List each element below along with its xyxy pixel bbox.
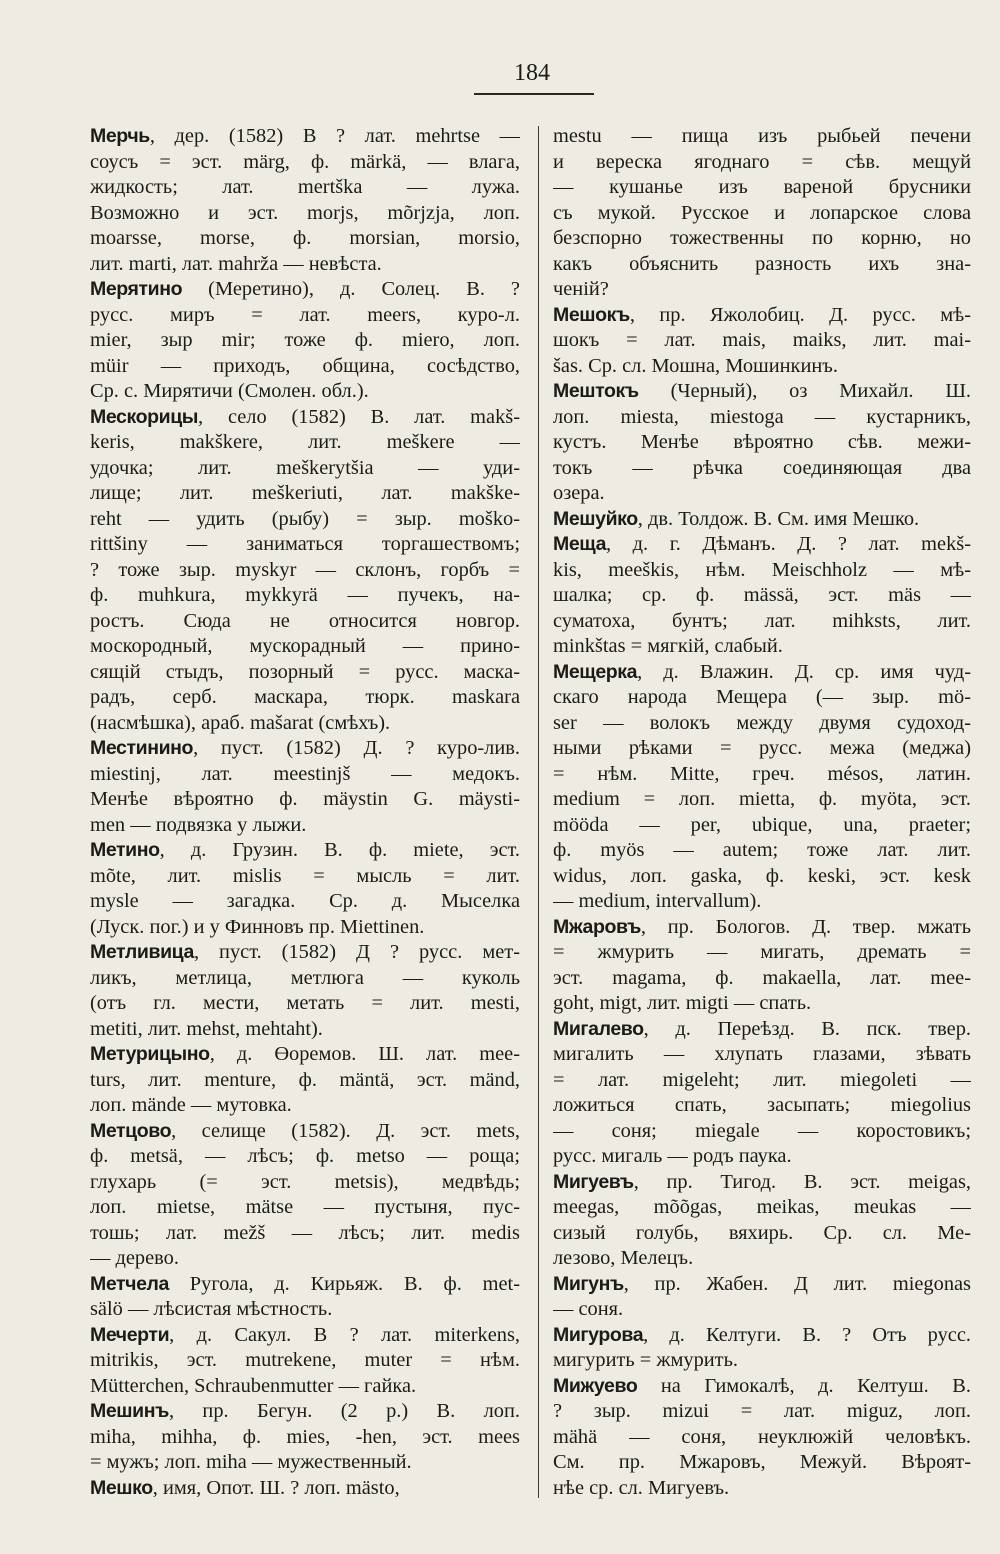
entry-text: ликъ, метлица, метлюга — куколь	[90, 966, 520, 989]
entry-line	[90, 1119, 520, 1145]
entry-line	[553, 1246, 971, 1272]
entry-text: ными рѣками = русс. межа (меджа)	[553, 737, 971, 759]
entry-text: безспорно тожественны по корню, но	[553, 227, 971, 249]
dictionary-entry	[90, 1042, 520, 1119]
entry-line	[90, 711, 520, 737]
entry-text: , селище (1582). Д. эст. mets,	[171, 1119, 520, 1142]
entry-line	[553, 787, 971, 813]
dictionary-entry	[553, 303, 971, 380]
entry-text: шокъ = лат. mais, maiks, лит. mai-	[553, 329, 971, 351]
entry-line	[553, 558, 971, 584]
entry-text: лит. marti, лат. mahrža — невѣста.	[90, 252, 382, 275]
entry-line	[90, 1221, 520, 1247]
entry-text: Ср. с. Мирятичи (Смолен. обл.).	[90, 380, 369, 402]
entry-line	[90, 1017, 520, 1043]
dictionary-entry	[90, 1399, 520, 1476]
header-rule	[474, 93, 594, 95]
entry-line	[90, 1348, 520, 1374]
entry-headword: Метцово	[90, 1119, 172, 1142]
entry-line	[90, 456, 520, 482]
entry-text: = жмурить — мигать, дремать =	[553, 941, 971, 963]
entry-text: удочка; лит. meškerytšia — уди-	[90, 456, 520, 479]
entry-text: men — подвязка у лыжи.	[90, 813, 307, 836]
entry-line	[553, 150, 971, 176]
entry-headword: Мещерка	[553, 660, 638, 683]
entry-line	[553, 379, 971, 405]
entry-text: sälö — лѣсистая мѣстность.	[90, 1298, 333, 1320]
entry-headword: Мешокъ	[553, 303, 630, 326]
entry-text: , д. Сакул. В ? лат. miterkens,	[169, 1323, 520, 1346]
entry-headword: Мештокъ	[553, 380, 639, 402]
entry-text: mysle — загадка. Ср. д. Мыселка	[90, 890, 520, 912]
entry-text: , д. г. Дѣманъ. Д. ? лат. mekš-	[606, 533, 971, 555]
entry-headword: Мигунъ	[553, 1272, 624, 1295]
entry-line	[90, 1170, 520, 1196]
entry-line	[553, 303, 971, 329]
dictionary-entry	[90, 736, 520, 838]
entry-text: mestu — пища изъ рыбьей печени	[553, 125, 971, 147]
entry-text: (Меретино), д. Солец. В. ?	[182, 278, 520, 300]
entry-text: , д. Влажин. Д. ср. имя чуд-	[637, 660, 971, 683]
entry-line	[553, 685, 971, 711]
entry-text: лоп. mietse, mätse — пустыня, пус-	[90, 1196, 520, 1218]
entry-text: шалка; ср. ф. mässä, эст. mäs —	[553, 584, 971, 606]
entry-line	[90, 609, 520, 635]
entry-line	[553, 660, 971, 686]
entry-text: rittšiny — заниматься торгашествомъ;	[90, 533, 520, 555]
dictionary-entry	[90, 838, 520, 940]
entry-text: ф. metsä, — лѣсъ; ф. metso — роща;	[90, 1145, 520, 1167]
entry-line	[90, 991, 520, 1017]
entry-line	[90, 1042, 520, 1068]
entry-line	[553, 201, 971, 227]
dictionary-entry	[553, 532, 971, 660]
entry-text: мигурить = жмурить.	[553, 1349, 738, 1371]
entry-line	[90, 966, 520, 992]
entry-line	[553, 1221, 971, 1247]
dictionary-entry	[553, 1272, 971, 1323]
entry-text: токъ — рѣчка соединяющая два	[553, 456, 971, 479]
entry-text: мигалить — хлупать глазами, зѣвать	[553, 1043, 971, 1065]
entry-line	[553, 1374, 971, 1400]
entry-line	[553, 354, 971, 380]
entry-line	[90, 226, 520, 252]
entry-text: — дерево.	[90, 1247, 179, 1269]
entry-line	[553, 1450, 971, 1476]
entry-text: medium = лоп. mietta, ф. myöta, эст.	[553, 788, 971, 810]
entry-line	[90, 532, 520, 558]
entry-text: кустъ. Менѣе вѣроятно сѣв. межи-	[553, 431, 971, 453]
dictionary-entry	[553, 915, 971, 1017]
entry-text: эст. magama, ф. makaella, лат. mee-	[553, 966, 971, 989]
entry-line	[553, 1476, 971, 1502]
entry-line	[553, 940, 971, 966]
dictionary-entry	[553, 1374, 971, 1502]
entry-text: жидкость; лат. mertška — лужа.	[90, 176, 520, 198]
left-column	[90, 124, 520, 1501]
entry-text: = лат. migeleht; лит. miegoleti —	[553, 1068, 971, 1091]
entry-text: mähä — соня, неуклюжiй человѣкъ.	[553, 1425, 971, 1448]
entry-line	[90, 252, 520, 278]
entry-text: сизый голубь, вяхирь. Ср. сл. Ме-	[553, 1221, 971, 1244]
entry-line	[553, 430, 971, 456]
entry-text: съ мукой. Русское и лопарское слова	[553, 201, 971, 224]
entry-line	[553, 1042, 971, 1068]
entry-text: mier, зыр mir; тоже ф. miero, лоп.	[90, 329, 520, 351]
entry-text: = мужъ; лоп. miha — мужественный.	[90, 1451, 412, 1473]
entry-line	[90, 558, 520, 584]
entry-line	[553, 252, 971, 278]
entry-text: , д. Грузин. В. ф. miete, эст.	[159, 839, 520, 861]
entry-text: (насмѣшка), араб. mašarat (смѣхъ).	[90, 711, 391, 734]
entry-text: русс. миръ = лат. meers, куро-л.	[90, 303, 520, 326]
entry-text: Ругола, д. Кирьяж. В. ф. met-	[168, 1272, 520, 1295]
dictionary-entry	[90, 277, 520, 405]
entry-headword: Мерчь	[90, 125, 150, 147]
entry-line	[553, 889, 971, 915]
entry-text: лище; лит. meškeriuti, лат. makške-	[90, 482, 520, 504]
entry-text: miestinj, лат. meestinjš — медокъ.	[90, 762, 520, 785]
entry-headword: Мерятино	[90, 278, 183, 300]
entry-text: mitrikis, эст. mutrekene, muter = нѣм.	[90, 1349, 520, 1371]
entry-headword: Метурицыно	[90, 1043, 210, 1065]
entry-line	[90, 201, 520, 227]
entry-text: = нѣм. Mitte, греч. mésos, латин.	[553, 762, 971, 785]
entry-headword: Мешко	[90, 1476, 153, 1499]
entry-line	[553, 838, 971, 864]
entry-text: — кушанье изъ вареной брусники	[553, 176, 971, 198]
entry-line	[553, 1068, 971, 1094]
page-number: 184	[514, 60, 550, 86]
entry-text: на Гимокалѣ, д. Келтуш. В.	[637, 1374, 971, 1397]
entry-text: — соня; miegale — коростовикъ;	[553, 1119, 971, 1142]
entry-text: русс. мигаль — родъ паука.	[553, 1145, 792, 1167]
dictionary-entry	[90, 405, 520, 737]
entry-text: miha, mihha, ф. mies, -hen, эст. mees	[90, 1425, 520, 1448]
entry-text: šas. Ср. сл. Мошна, Мошинкинъ.	[553, 354, 838, 377]
entry-line	[553, 966, 971, 992]
entry-text: москородный, мускорадный — прино-	[90, 635, 520, 657]
entry-line	[90, 1425, 520, 1451]
entry-text: (Черный), оз Михайл. Ш.	[638, 380, 971, 402]
entry-line	[90, 1195, 520, 1221]
entry-text: ложиться спать, засыпать; miegolius	[553, 1094, 971, 1116]
entry-text: metiti, лит. mehst, mehtaht).	[90, 1017, 323, 1040]
dictionary-entry	[553, 1170, 971, 1272]
dictionary-entry	[90, 940, 520, 1042]
entry-line	[90, 1272, 520, 1298]
entry-headword: Мешинъ	[90, 1400, 169, 1422]
entry-text: нѣе ср. сл. Мигуевъ.	[553, 1476, 730, 1499]
entry-line	[90, 124, 520, 150]
entry-line	[553, 175, 971, 201]
entry-headword: Метино	[90, 839, 160, 861]
entry-line	[90, 762, 520, 788]
entry-text: Менѣе вѣроятно ф. mäystin G. mäysti-	[90, 788, 520, 810]
entry-line	[90, 303, 520, 329]
entry-line	[90, 660, 520, 686]
entry-text: озера.	[553, 482, 605, 504]
entry-text: ? зыр. mizui = лат. miguz, лоп.	[553, 1400, 971, 1422]
entry-text: соусъ = эст. märg, ф. märkä, — влага,	[90, 150, 520, 173]
entry-text: , имя, Опот. Ш. ? лоп. mästo,	[152, 1476, 400, 1499]
entry-line	[553, 124, 971, 150]
entry-text: , пр. Яжолобиц. Д. русс. мѣ-	[629, 303, 971, 326]
entry-text: скаго народа Мещера (— зыр. mö-	[553, 686, 971, 708]
right-column	[553, 124, 971, 1501]
entry-text: reht — удить (рыбу) = зыр. moško-	[90, 507, 520, 530]
entry-line	[90, 379, 520, 405]
entry-text: , дв. Толдож. В. См. имя Мешко.	[637, 507, 920, 530]
entry-line	[90, 481, 520, 507]
entry-line	[553, 864, 971, 890]
dictionary-entry	[553, 507, 971, 533]
entry-line	[90, 583, 520, 609]
entry-line	[553, 711, 971, 737]
entry-line	[553, 1170, 971, 1196]
entry-headword: Метчела	[90, 1272, 169, 1295]
entry-text: какъ объяснить разность ихъ зна-	[553, 252, 971, 275]
entry-line	[90, 1399, 520, 1425]
entry-text: goht, migt, лит. migti — спать.	[553, 992, 812, 1014]
entry-line	[90, 354, 520, 380]
dictionary-entry	[553, 124, 971, 303]
entry-line	[90, 915, 520, 941]
entry-headword: Мжаровъ	[553, 915, 641, 938]
entry-text: лезово, Мелецъ.	[553, 1247, 694, 1269]
entry-text: turs, лит. menture, ф. mäntä, эст. mänd,	[90, 1068, 520, 1091]
entry-line	[553, 532, 971, 558]
entry-line	[553, 481, 971, 507]
dictionary-entry	[553, 1017, 971, 1170]
entry-line	[90, 1374, 520, 1400]
entry-line	[90, 1450, 520, 1476]
dictionary-entry	[553, 1323, 971, 1374]
entry-line	[553, 405, 971, 431]
entry-line	[553, 277, 971, 303]
entry-text: тошь; лат. mežš — лѣсъ; лит. medis	[90, 1221, 520, 1244]
entry-text: — medium, intervallum).	[553, 890, 762, 912]
entry-line	[90, 634, 520, 660]
entry-headword: Мечерти	[90, 1323, 170, 1346]
entry-line	[553, 328, 971, 354]
entry-line	[90, 838, 520, 864]
entry-text: , д. Переѣзд. В. пск. твер.	[643, 1017, 971, 1040]
dictionary-entry	[90, 1323, 520, 1400]
entry-line	[553, 634, 971, 660]
entry-line	[553, 1323, 971, 1349]
entry-line	[90, 1297, 520, 1323]
entry-line	[90, 150, 520, 176]
entry-text: ченiй?	[553, 278, 609, 300]
entry-text: mööda — per, ubique, una, praeter;	[553, 813, 971, 836]
entry-text: , дер. (1582) В ? лат. mehrtse —	[149, 125, 520, 147]
entry-line	[90, 685, 520, 711]
entry-line	[553, 1017, 971, 1043]
entry-line	[90, 940, 520, 966]
entry-line	[90, 277, 520, 303]
entry-text: радъ, серб. маскара, тюрк. maskara	[90, 686, 520, 708]
entry-line	[90, 1476, 520, 1502]
entry-text: ф. muhkura, mykkyrä — пучекъ, на-	[90, 584, 520, 606]
entry-line	[553, 507, 971, 533]
entry-line	[90, 507, 520, 533]
entry-line	[553, 1272, 971, 1298]
entry-text: Mütterchen, Schraubenmutter — гайка.	[90, 1374, 417, 1397]
entry-line	[553, 609, 971, 635]
entry-line	[90, 175, 520, 201]
entry-line	[90, 328, 520, 354]
dictionary-entry	[553, 379, 971, 507]
entry-headword: Мигуевъ	[553, 1170, 634, 1193]
entry-line	[553, 1119, 971, 1145]
entry-text: ф. myös — autem; тоже лат. лит.	[553, 839, 971, 861]
entry-text: лоп. mände — мутовка.	[90, 1094, 292, 1116]
entry-text: meegas, mõõgas, meikas, meukas —	[553, 1196, 971, 1218]
entry-line	[90, 889, 520, 915]
dictionary-entry	[553, 660, 971, 915]
entry-line	[90, 1144, 520, 1170]
entry-text: müir — приходъ, община, сосѣдство,	[90, 354, 520, 377]
entry-text: и вереска ягоднаго = сѣв. мещуй	[553, 150, 971, 173]
entry-line	[553, 762, 971, 788]
entry-text: лоп. miesta, miestoga — кустарникъ,	[553, 405, 971, 428]
entry-text: , село (1582) В. лат. makš-	[198, 405, 520, 428]
entry-text: , пр. Тигод. В. эст. meigas,	[633, 1170, 971, 1193]
entry-text: moarsse, morse, ф. morsian, morsio,	[90, 227, 520, 249]
dictionary-entry	[90, 1476, 520, 1502]
entry-line	[90, 405, 520, 431]
entry-line	[553, 915, 971, 941]
entry-headword: Местинино	[90, 737, 194, 759]
entry-line	[90, 787, 520, 813]
entry-text: kis, meeškis, нѣм. Meischholz — мѣ-	[553, 558, 971, 581]
entry-text: , д. Өоремов. Ш. лат. mee-	[209, 1043, 520, 1065]
entry-headword: Мигурова	[553, 1323, 644, 1346]
entry-line	[553, 1297, 971, 1323]
entry-line	[90, 1323, 520, 1349]
entry-line	[90, 1093, 520, 1119]
entry-line	[90, 813, 520, 839]
entry-line	[553, 456, 971, 482]
entry-text: , пуст. (1582) Д ? русс. мет-	[193, 941, 520, 963]
entry-text: глухарь (= эст. metsis), медвѣдь;	[90, 1170, 520, 1193]
entry-line	[90, 1246, 520, 1272]
entry-text: ростъ. Сюда не относится новгор.	[90, 609, 520, 632]
entry-line	[553, 583, 971, 609]
entry-text: keris, makškere, лит. meškere —	[90, 431, 520, 453]
entry-text: , д. Келтуги. В. ? Отъ русс.	[643, 1323, 971, 1346]
entry-line	[90, 864, 520, 890]
entry-line	[90, 736, 520, 762]
entry-text: mõte, лит. mislis = мысль = лит.	[90, 864, 520, 887]
entry-text: См. пр. Мжаровъ, Межуй. Вѣроят-	[553, 1451, 971, 1473]
entry-text: (отъ гл. мести, метать = лит. mesti,	[90, 992, 520, 1014]
entry-line	[90, 1068, 520, 1094]
entry-line	[553, 991, 971, 1017]
entry-line	[90, 430, 520, 456]
entry-text: , пуст. (1582) Д. ? куро-лив.	[193, 737, 520, 759]
column-divider	[538, 126, 539, 1498]
entry-line	[553, 1093, 971, 1119]
entry-text: (Луск. пог.) и у Финновъ пр. Miettinen.	[90, 915, 425, 938]
entry-line	[553, 1425, 971, 1451]
entry-text: , пр. Бегун. (2 р.) В. лоп.	[168, 1400, 520, 1422]
entry-text: ser — волокъ между двумя судоход-	[553, 711, 971, 734]
entry-headword: Мигалево	[553, 1017, 644, 1040]
entry-line	[553, 1144, 971, 1170]
entry-line	[553, 736, 971, 762]
entry-text: minkštas = мягкiй, слабый.	[553, 635, 783, 657]
entry-text: суматоха, бунтъ; лат. mihksts, лит.	[553, 609, 971, 632]
entry-line	[553, 226, 971, 252]
dictionary-entry	[90, 1119, 520, 1272]
entry-text: сящiй стыдъ, позорный = русс. маска-	[90, 660, 520, 683]
entry-headword: Меща	[553, 533, 607, 555]
entry-text: widus, лоп. gaska, ф. keski, эст. kesk	[553, 864, 971, 887]
dictionary-entry	[90, 124, 520, 277]
entry-text: ? тоже зыр. myskyr — склонъ, горбъ =	[90, 558, 520, 581]
entry-line	[553, 1348, 971, 1374]
entry-line	[553, 1399, 971, 1425]
entry-headword: Мижуево	[553, 1374, 638, 1397]
entry-text: Возможно и эст. morjs, mõrjzja, лоп.	[90, 201, 520, 224]
entry-text: , пр. Жабен. Д лит. miegonas	[623, 1272, 971, 1295]
entry-headword: Мешуйко	[553, 507, 638, 530]
entry-text: — соня.	[553, 1298, 624, 1320]
entry-text: , пр. Бологов. Д. твер. мжать	[640, 915, 971, 938]
entry-headword: Мескорицы	[90, 405, 199, 428]
entry-headword: Метливица	[90, 941, 194, 963]
dictionary-entry	[90, 1272, 520, 1323]
entry-line	[553, 813, 971, 839]
entry-line	[553, 1195, 971, 1221]
